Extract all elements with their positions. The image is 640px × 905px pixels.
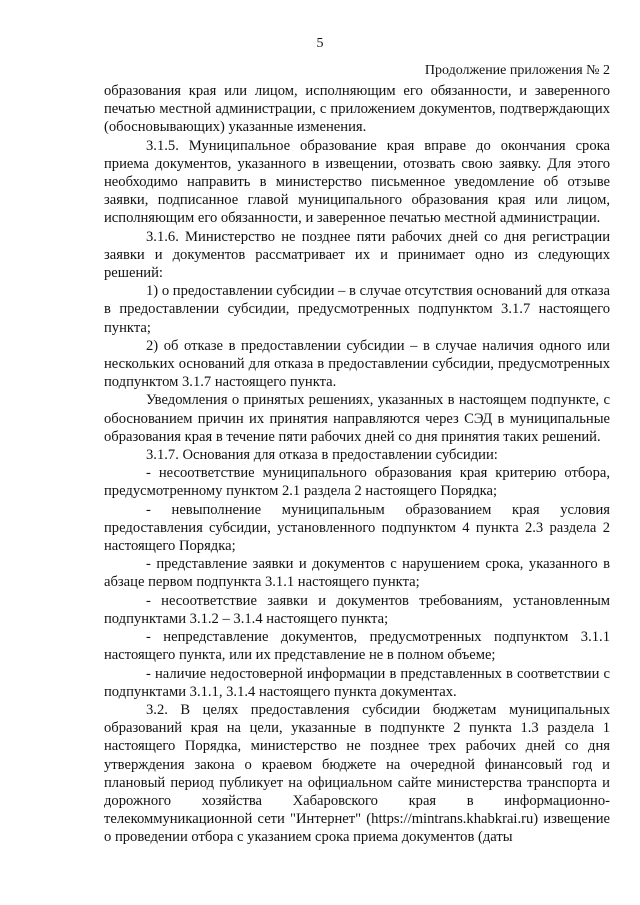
paragraph-11: - несоответствие заявки и документов требованиям, установленным подпунктами 3.1.2 – 3.1.4 настоящего пункта; xyxy=(104,592,610,627)
paragraph-12: - непредставление документов, предусмотренных подпунктом 3.1.1 настоящего пункта, или их представление не в полном объеме; xyxy=(104,629,610,664)
document-body xyxy=(104,82,610,847)
paragraph-4: 1) о предоставлении субсидии – в случае отсутствия оснований для отказа в предоставлении субсидии, предусмотренных подпунктом 3.1.7 настоящего пункта; xyxy=(104,283,610,336)
header-note: Продолжение приложения № 2 xyxy=(424,63,610,78)
paragraph-9: - невыполнение муниципальным образованием края условия предоставления субсидии, установленного подпунктом 4 пункта 2.3 раздела 2 настоящего Порядка; xyxy=(104,501,610,555)
paragraph-13: - наличие недостоверной информации в представленных в соответствии с подпунктами 3.1.1, 3.1.4 настоящего пункта документах. xyxy=(104,665,610,700)
paragraph-10: - представление заявки и документов с нарушением срока, указанного в абзаце первом подпункта 3.1.1 настоящего пункта; xyxy=(104,556,610,591)
paragraph-7: 3.1.7. Основания для отказа в предоставлении субсидии: xyxy=(146,447,498,464)
paragraph-6: Уведомления о принятых решениях, указанных в настоящем подпункте, с обоснованием причин их принятия направляются через СЭД в муниципальные образования края в течение пяти рабочих дней со дня принятия таких решений. xyxy=(104,392,610,445)
paragraph-5: 2) об отказе в предоставлении субсидии – в случае наличия одного или нескольких оснований для отказа в предоставлении субсидии, предусмотренных подпунктом 3.1.7 настоящего пункта. xyxy=(104,337,610,391)
paragraph-8: - несоответствие муниципального образования края критерию отбора, предусмотренному пунктом 2.1 раздела 2 настоящего Порядка; xyxy=(104,465,610,500)
paragraph-14: 3.2. В целях предоставления субсидии бюджетам муниципальных образований края на цели, указанные в подпункте 2 пункта 1.3 раздела 1 настоящего Порядка, министерство не позднее трех рабочих дней со дня утверждения закона о краевом бюджете на очередной финансовый год и плановый период публикует на официальном сайте министерства транспорта и дорожного хозяйства Хабаровского края в информационно-телекоммуникационной сети "Интернет" (https://mintrans.khabkrai.ru) извещение о проведении отбора с указанием срока приема документов (даты xyxy=(104,701,610,846)
paragraph-3: 3.1.6. Министерство не позднее пяти рабочих дней со дня регистрации заявки и документов рассматривает их и принимает одно из следующих решений: xyxy=(104,228,610,282)
paragraph-2: 3.1.5. Муниципальное образование края вправе до окончания срока приема документов, указанного в извещении, отозвать свою заявку. Для этого необходимо направить в министерство письменное уведомление об отзыве заявки, подписанное главой муниципального образования края или лицом, исполняющим его обязанности, и заверенное печатью местной администрации. xyxy=(104,137,610,227)
paragraph-1: образования края или лицом, исполняющим его обязанности, и заверенного печатью местной администрации, с приложением документов, подтверждающих (обосновывающих) указанные изменения. xyxy=(104,83,610,136)
page-number: 5 xyxy=(316,36,324,51)
